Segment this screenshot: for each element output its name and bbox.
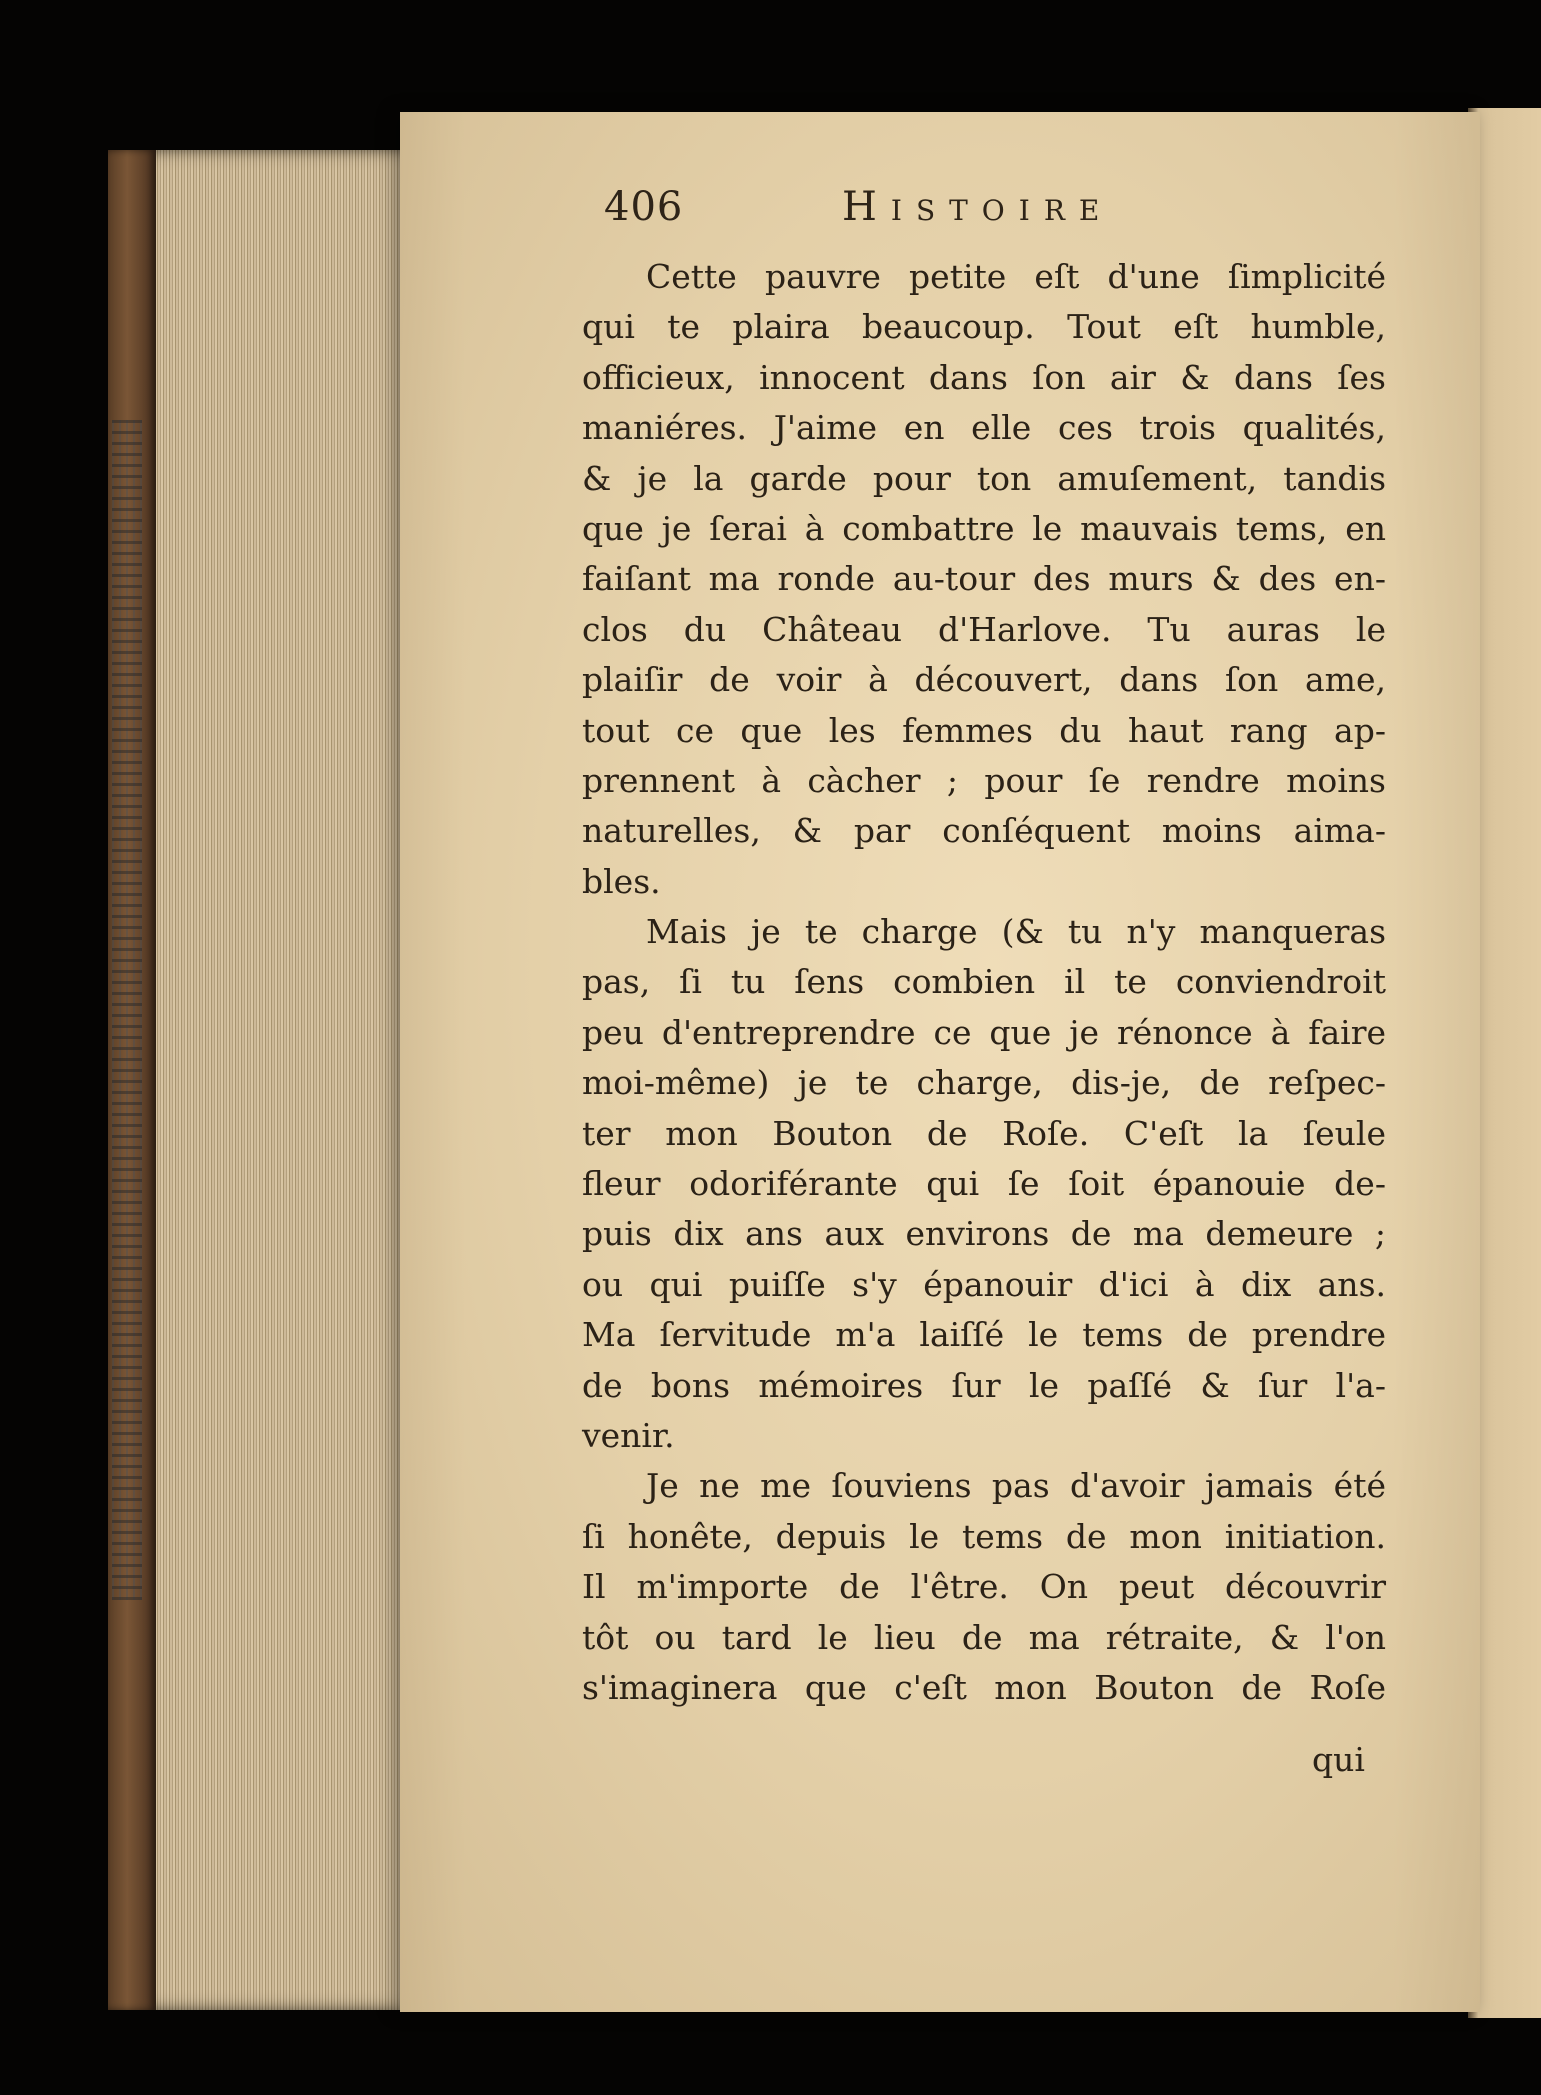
text-line: tôt ou tard le lieu de ma rétraite, & l'on <box>582 1617 1386 1657</box>
text-line: Je ne me ſouviens pas d'avoir jamais été <box>646 1466 1386 1506</box>
paragraph <box>582 1461 1386 1713</box>
text-line: s'imaginera que c'eſt mon Bouton de Roſe <box>582 1667 1386 1707</box>
text-line: qui te plaira beaucoup. Tout eſt humble, <box>582 307 1386 347</box>
page-number: 406 <box>604 184 684 230</box>
text-line: clos du Château d'Harlove. Tu auras le <box>582 609 1386 649</box>
text-line: peu d'entreprendre ce que je rénonce à faire <box>582 1012 1386 1052</box>
text-line: Cette pauvre petite eſt d'une ſimplicité <box>646 257 1386 296</box>
text-line: de bons mémoires ſur le paſſé & ſur l'a- <box>582 1365 1386 1405</box>
paragraph <box>582 907 1386 1461</box>
text-line: puis dix ans aux environs de ma demeure ; <box>582 1214 1386 1254</box>
text-line: naturelles, & par conſéquent moins aima- <box>582 811 1386 851</box>
body-text <box>582 252 1386 1713</box>
text-line: & je la garde pour ton amuſement, tandis <box>582 458 1386 498</box>
paragraph <box>582 252 1386 907</box>
text-line: Ma ſervitude m'a laiſſé le tems de prendre <box>582 1315 1386 1355</box>
catchword: qui <box>1312 1740 1365 1779</box>
text-line: officieux, innocent dans ſon air & dans ſes <box>582 357 1386 397</box>
text-line: maniéres. J'aime en elle ces trois qualités, <box>582 408 1386 448</box>
text-line: prennent à càcher ; pour ſe rendre moins <box>582 760 1386 800</box>
text-line: ter mon Bouton de Roſe. C'eſt la ſeule <box>582 1113 1386 1153</box>
text-line: moi-même) je te charge, dis-je, de reſpec- <box>582 1063 1386 1103</box>
text-line: faiſant ma ronde au-tour des murs & des en- <box>582 559 1386 599</box>
text-line: ou qui puiſſe s'y épanouir d'ici à dix ans. <box>582 1264 1386 1304</box>
text-line: pas, ſi tu ſens combien il te conviendroit <box>582 962 1386 1002</box>
text-line: bles. <box>582 861 661 901</box>
text-line: Mais je te charge (& tu n'y manqueras <box>646 912 1386 952</box>
text-line: Il m'importe de l'être. On peut découvrir <box>582 1567 1386 1607</box>
text-line: ſi honête, depuis le tems de mon initiation. <box>582 1516 1386 1556</box>
text-line: plaiſir de voir à découvert, dans ſon ame, <box>582 660 1386 700</box>
text-line: tout ce que les femmes du haut rang ap- <box>582 710 1386 750</box>
text-line: que je ſerai à combattre le mauvais tems, en <box>582 508 1386 548</box>
text-line: fleur odoriférante qui ſe ſoit épanouie de- <box>582 1164 1386 1204</box>
text-line: venir. <box>582 1415 675 1455</box>
running-title: Histoire <box>842 184 1114 230</box>
binding-texture <box>112 420 142 1600</box>
